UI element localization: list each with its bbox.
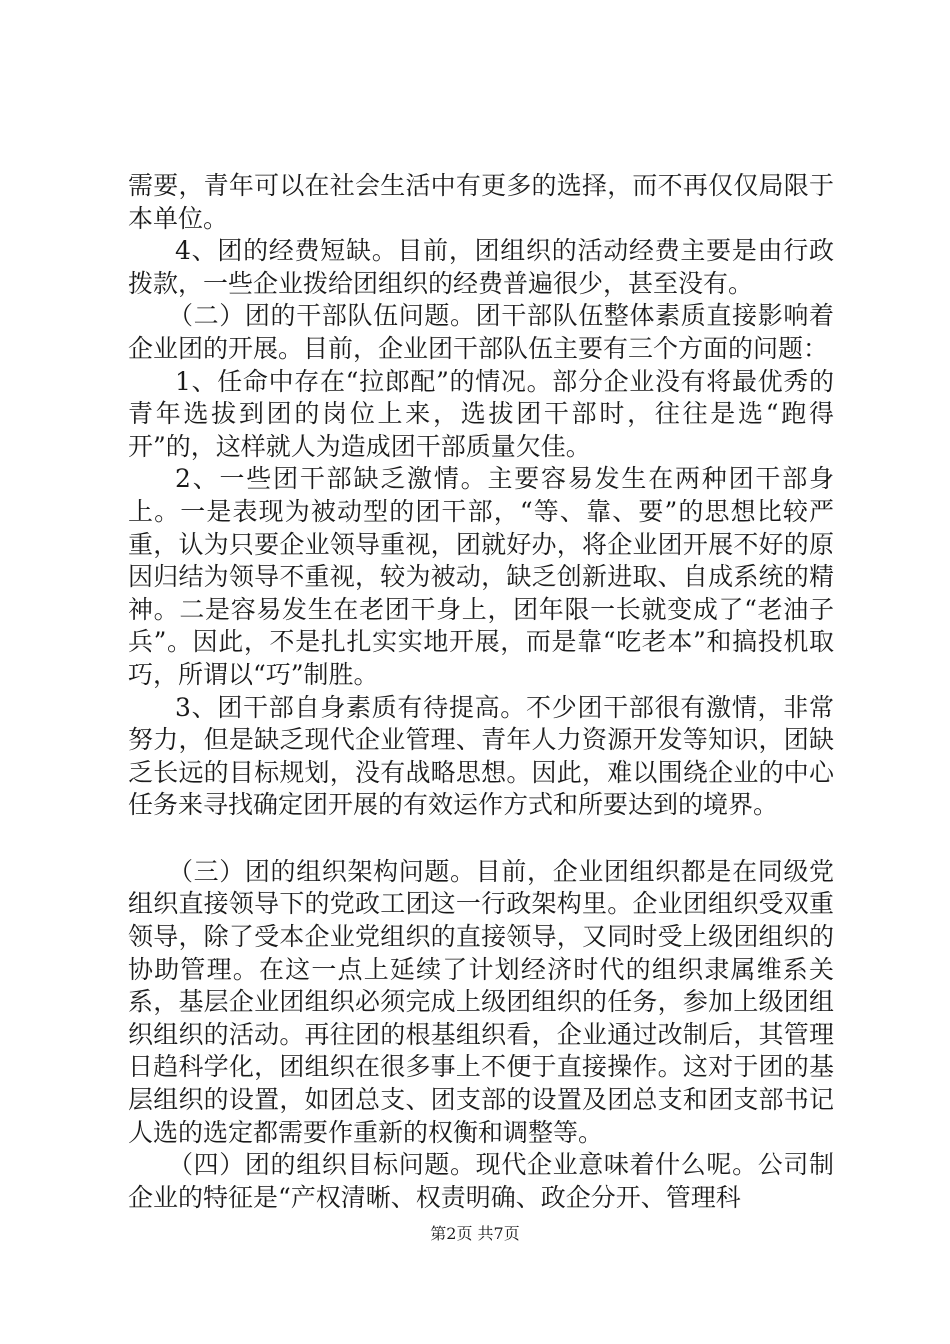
document-body (128, 170, 834, 1214)
paragraph-item-4-funding: 4、团的经费短缺。目前，团组织的活动经费主要是由行政拨款，一些企业拨给团组织的经费普遍很少，甚至没有。 (128, 236, 834, 298)
paragraph-section-4-goals: （四）团的组织目标问题。现代企业意味着什么呢。公司制企业的特征是“产权清晰、权责明确、政企分开、管理科 (128, 1150, 834, 1212)
paragraph-continuation: 需要，青年可以在社会生活中有更多的选择，而不再仅仅局限于本单位。 (128, 171, 834, 233)
page-footer: 第2页 共7页 (430, 1224, 520, 1243)
paragraph-item-2-passion: 2、一些团干部缺乏激情。主要容易发生在两种团干部身上。一是表现为被动型的团干部，“等、靠、要”的思想比较严重，认为只要企业领导重视，团就好办，将企业团开展不好的原因归结为领导不重视，较为被动，缺乏创新进取、自成系统的精神。二是容易发生在老团干身上，团年限一长就变成了“老油子兵”。因此，不是扎扎实实地开展，而是靠“吃老本”和搞投机取巧，所谓以“巧”制胜。 (128, 464, 834, 689)
paragraph-section-2-cadres: （二）团的干部队伍问题。团干部队伍整体素质直接影响着企业团的开展。目前，企业团干部队伍主要有三个方面的问题： (128, 301, 834, 363)
paragraph-section-3-structure: （三）团的组织架构问题。目前，企业团组织都是在同级党组织直接领导下的党政工团这一行政架构里。企业团组织受双重领导，除了受本企业党组织的直接领导，又同时受上级团组织的协助管理。在这一点上延续了计划经济时代的组织隶属维系关系，基层企业团组织必须完成上级团组织的任务，参加上级团组织组织的活动。再往团的根基组织看，企业通过改制后，其管理日趋科学化，团组织在很多事上不便于直接操作。这对于团的基层组织的设置，如团总支、团支部的设置及团总支和团支部书记人选的选定都需要作重新的权衡和调整等。 (128, 856, 834, 1147)
paragraph-spacer (128, 822, 834, 856)
paragraph-item-1-appointment: 1、任命中存在“拉郎配”的情况。部分企业没有将最优秀的青年选拔到团的岗位上来，选拔团干部时，往往是选“跑得开”的，这样就人为造成团干部质量欠佳。 (128, 366, 834, 461)
paragraph-item-3-quality: 3、团干部自身素质有待提高。不少团干部很有激情，非常努力，但是缺乏现代企业管理、青年人力资源开发等知识，团缺乏长远的目标规划，没有战略思想。因此，难以围绕企业的中心任务来寻找确定团开展的有效运作方式和所要达到的境界。 (128, 692, 834, 820)
